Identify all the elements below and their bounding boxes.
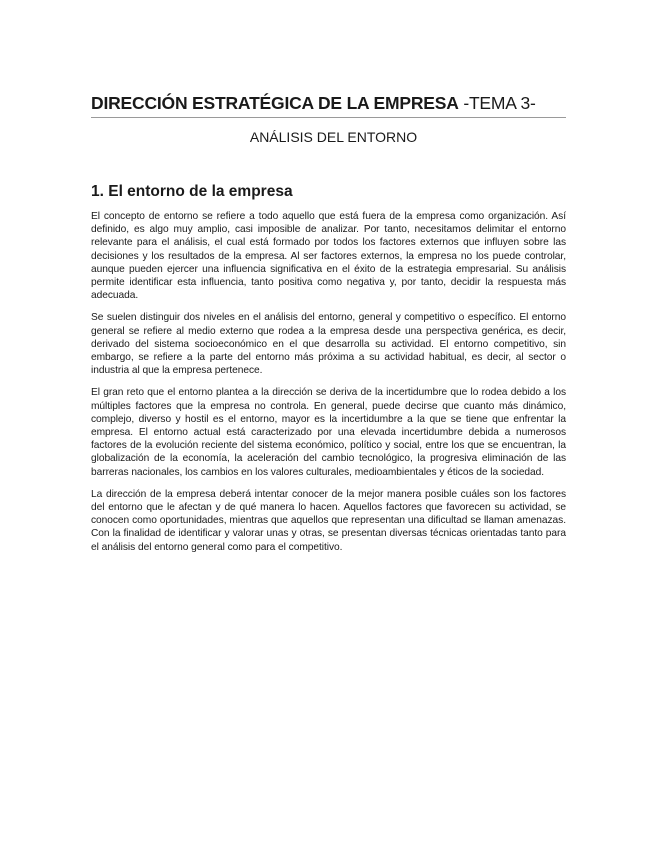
document-title — [91, 92, 566, 114]
document-page — [91, 92, 566, 554]
paragraph-1: El concepto de entorno se refiere a todo aquello que está fuera de la empresa como organización. Así definido, es algo muy amplio, casi imposible de analizar. Por tanto, necesitamos delimitar el entorno relevante para el análisis, el cual está formado por todos los factores externos que influyen sobre las decisiones y los resultados de la empresa. Al ser factores externos, la empresa no los puede controlar, aunque pueden ejercer una influencia significativa en el éxito de la estrategia empresarial. Su análisis permite identificar esta influencia, tanto positiva como negativa y, por tanto, decidir la respuesta más adecuada. — [91, 211, 566, 302]
section-heading: 1. El entorno de la empresa — [91, 183, 293, 200]
paragraph-4: La dirección de la empresa deberá intentar conocer de la mejor manera posible cuáles son los factores del entorno que le afectan y de qué manera lo hacen. Aquellos factores que favorecen su actividad, se conocen como oportunidades, mientras que aquellos que representan una dificultad se llaman amenazas. Con la finalidad de identificar y valorar unas y otras, se presentan diversas técnicas orientadas tanto para el análisis del entorno general como para el competitivo. — [91, 488, 566, 553]
title-divider — [91, 117, 566, 118]
document-subtitle: ANÁLISIS DEL ENTORNO — [249, 129, 418, 145]
document-title-main: DIRECCIÓN ESTRATÉGICA DE LA EMPRESA — [91, 93, 459, 113]
paragraph-2: Se suelen distinguir dos niveles en el análisis del entorno, general y competitivo o específico. El entorno general se refiere al medio externo que rodea a la empresa desde una perspectiva genérica, es decir, derivado del sistema socioeconómico en el que desarrolla su actividad. El entorno competitivo, sin embargo, se refiere a la parte del entorno más próxima a su actividad habitual, es decir, al sector o industria al que la empresa pertenece. — [91, 312, 566, 377]
paragraph-3: El gran reto que el entorno plantea a la dirección se deriva de la incertidumbre que lo rodea debido a los múltiples factores que la empresa no controla. En general, puede decirse que cuanto más dinámico, complejo, diverso y hostil es el entorno, mayor es la incertidumbre a la que se tiene que enfrentar la empresa. El entorno actual está caracterizado por una elevada incertidumbre debida a numerosos factores de la evolución reciente del sistema económico, político y social, entre los que se encuentran, la globalización de la economía, la aceleración del cambio tecnológico, la progresiva eliminación de las barreras nacionales, los cambios en los valores culturales, medioambientales y éticos de la sociedad. — [91, 387, 566, 478]
document-title-tema: -TEMA 3- — [458, 93, 536, 113]
